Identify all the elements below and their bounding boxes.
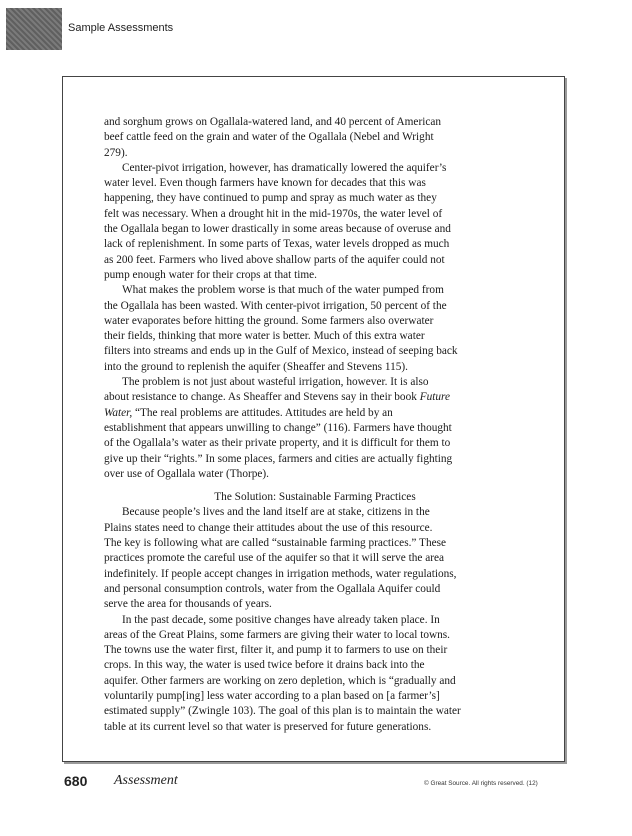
text-line: about resistance to change. As Sheaffer and Stevens say in their book Future [104,391,451,404]
text-line: the Ogallala began to lower drastically in some areas because of overuse and [104,223,451,236]
text-line: The towns use the water first, filter it, and pump it to farmers to use on their [104,644,448,657]
text-line: What makes the problem worse is that much of the water pumped from [122,284,444,297]
footer-section-word: Assessment [114,773,178,788]
text-line: felt was necessary. When a drought hit in the mid-1970s, the water level of [104,207,443,220]
text-line: as 200 feet. Farmers who lived above shallow parts of the aquifer could not [104,253,445,266]
essay-body [104,115,526,735]
text-line: serve the area for thousands of years. [104,598,272,611]
text-line: into the ground to replenish the aquifer (Sheaffer and Stevens 115). [104,360,408,373]
text-line: water evaporates before hitting the ground. Some farmers also overwater [104,314,434,327]
text-line: happening, they have continued to pump and spray as much water as they [104,192,437,205]
text-line: and sorghum grows on Ogallala-watered land, and 40 percent of American [104,116,442,128]
text-line: over use of Ogallala water (Thorpe). [104,467,269,480]
text-line: lack of replenishment. In some parts of Texas, water levels dropped as much [104,238,450,251]
text-line: Center-pivot irrigation, however, has dramatically lowered the aquifer’s [122,161,447,174]
essay-part-problem [104,115,526,482]
text-line: estimated supply” (Zwingle 103). The goal of this plan is to maintain the water [104,705,461,718]
text-line: establishment that appears unwilling to change” (116). Farmers have thought [104,421,452,434]
text-line: voluntarily pump[ing] less water according to a plan based on [a farmer’s] [104,689,440,702]
text-line: Water, “The real problems are attitudes. Attitudes are held by an [104,406,393,419]
text-line: the Ogallala has been wasted. With center-pivot irrigation, 50 percent of the [104,299,447,312]
text-line: table at its current level so that water is preserved for future generations. [104,720,432,733]
copyright-notice: © Great Source. All rights reserved. (12) [424,780,538,787]
text-line: practices promote the careful use of the aquifer so that it will serve the area [104,552,445,565]
text-line: Plains states need to change their attitudes about the use of this resource. [104,521,433,534]
corner-tab-block [6,8,62,50]
text-line: aquifer. Other farmers are working on zero depletion, which is “gradually and [104,674,456,687]
section-label: Sample Assessments [68,22,174,34]
text-line: areas of the Great Plains, some farmers are giving their water to local towns. [104,628,451,641]
text-line: beef cattle feed on the grain and water of the Ogallala (Nebel and Wright [104,131,434,144]
text-line: of the Ogallala’s water as their private property, and it is difficult for them to [104,437,451,450]
essay-part-solution [104,505,526,734]
text-line: The key is following what are called “sustainable farming practices.” These [104,537,447,550]
text-line: their fields, thinking that more water is better. Much of this extra water [104,330,425,343]
text-line: The problem is not just about wasteful irrigation, however. It is also [122,376,429,389]
text-line: and personal consumption controls, water from the Ogallala Aquifer could [104,582,441,595]
text-line: In the past decade, some positive changes have already taken place. In [122,613,440,626]
text-line: pump enough water for their crops at that time. [104,268,318,281]
text-line: indefinitely. If people accept changes in irrigation methods, water regulations, [104,567,457,580]
subheading: The Solution: Sustainable Farming Practices [214,491,416,504]
text-line: filters into streams and ends up in the Gulf of Mexico, instead of seeping back [104,345,458,358]
text-line: 279). [104,146,128,159]
page-number: 680 [64,773,88,789]
text-line: water level. Even though farmers have known for decades that this was [104,177,426,190]
text-line: give up their “rights.” In some places, farmers and cities are actually fighting [104,452,453,465]
text-line: crops. In this way, the water is used twice before it drains back into the [104,659,425,672]
text-line: Because people’s lives and the land itself are at stake, citizens in the [122,506,430,519]
